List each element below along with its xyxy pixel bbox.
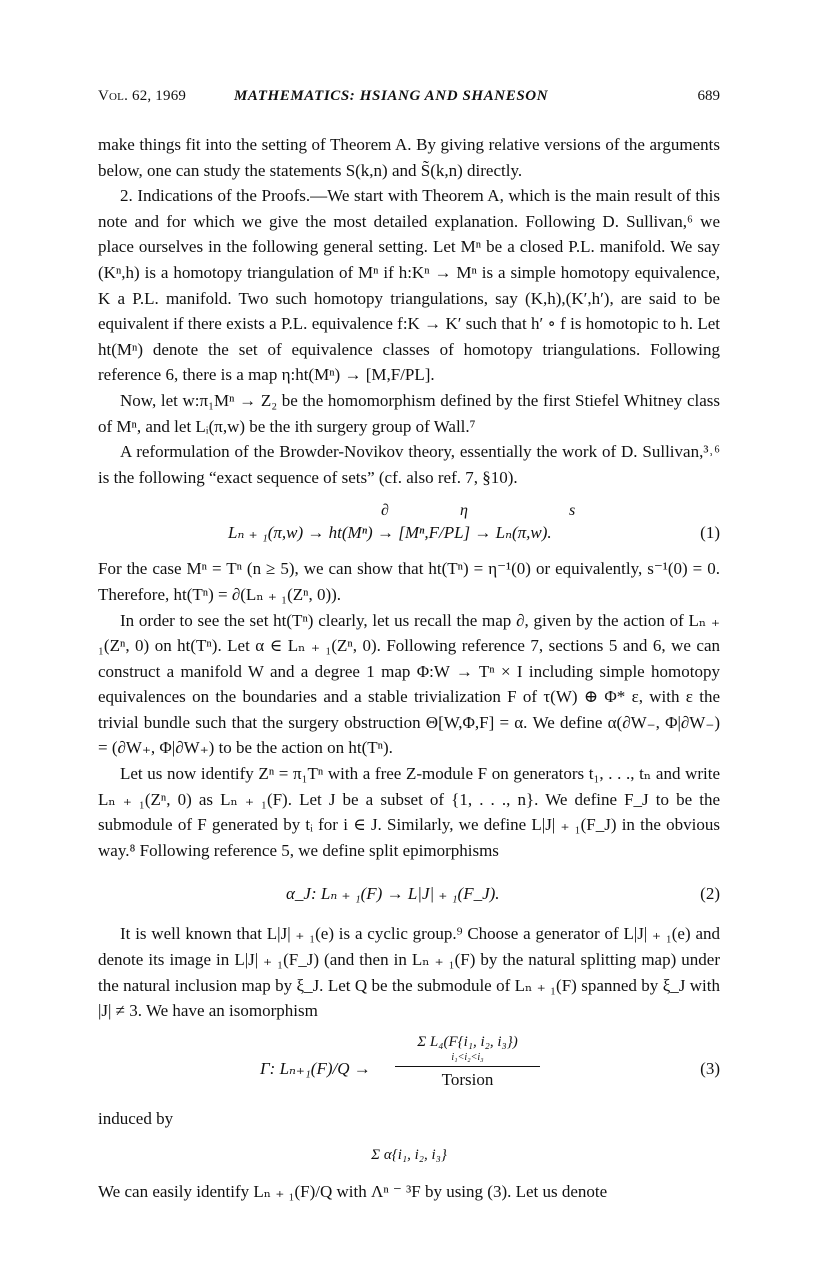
equation-number: (3) — [700, 1058, 720, 1078]
induced-sum: Σ α{i₁, i₂, i₃} — [371, 1147, 447, 1164]
fraction — [395, 1030, 540, 1093]
arrow-label-s: s — [569, 502, 576, 520]
paragraph: 2. Indications of the Proofs.—We start with Theorem A, which is the main result of this note and for which we give the most detailed explanation. Following D. Sullivan,⁶ we place ourselves in the following general setting. Let Mⁿ be a closed P.L. manifold. We say (Kⁿ,h) is a homotopy triangulation of Mⁿ if h:Kⁿ → Mⁿ is a simple homotopy equivalence, K a P.L. manifold. Two such homotopy triangulations, say (K,h),(K′,h′), are said to be equivalent if there exists a P.L. equivalence f:K → K′ such that h′ ∘ f is homotopic to h. Let ht(Mⁿ) denote the set of equivalence classes of homotopy triangulations. Following reference 6, there is a map η:ht(Mⁿ) → [M,F/PL]. — [98, 186, 720, 385]
paragraph: make things fit into the setting of Theorem A. By giving relative versions of the arguments below, one can study the statements S(k,n) and S̃(k,n) directly. — [98, 135, 720, 180]
arrow-label-eta: η — [460, 502, 468, 520]
paragraph: Now, let w:π₁Mⁿ → Z₂ be the homomorphism defined by the first Stiefel Whitney class of Mⁿ, and let Lᵢ(π,w) be the ith surgery group of Wall.⁷ — [98, 390, 720, 436]
equation-number: (2) — [700, 884, 720, 904]
fraction-numerator: Σ L₄(F{i₁, i₂, i₃}) — [417, 1033, 518, 1050]
paragraph: It is well known that L|J| ₊ ₁(e) is a cyclic group.⁹ Choose a generator of L|J| ₊ ₁(e) and denote its image in L|J| ₊ ₁(F_J) (and then in Lₙ ₊ ₁(F) by the natural splitting map) under the natural inclusion map by ξ_J. Let Q be the submodule of Lₙ ₊ ₁(F) spanned by ξ_J with |J| ≠ 3. We have an isomorphism — [98, 924, 720, 1021]
paragraph: For the case Mⁿ = Tⁿ (n ≥ 5), we can show that ht(Tⁿ) = η⁻¹(0) or equivalently, s⁻¹(0) = 0. Therefore, ht(Tⁿ) = ∂(Lₙ ₊ ₁(Zⁿ, 0)). — [98, 559, 720, 604]
paragraph: induced by — [98, 1108, 174, 1128]
equation-3 — [98, 1030, 720, 1106]
page-number: 689 — [697, 88, 720, 104]
paragraph: A reformulation of the Browder-Novikov theory, essentially the work of D. Sullivan,³˒⁶ is the following “exact sequence of sets” (cf. also ref. 7, §10). — [98, 442, 720, 487]
running-title: MATHEMATICS: HSIANG AND SHANESON — [234, 88, 549, 104]
journal-page — [98, 88, 720, 1205]
paragraph: Let us now identify Zⁿ = π₁Tⁿ with a free Z-module F on generators t₁, . . ., tₙ and write Lₙ ₊ ₁(Zⁿ, 0) as Lₙ ₊ ₁(F). Let J be a subset of {1, . . ., n}. We define F_J to be the submodule of F generated by tᵢ for i ∈ J. Similarly, we define L|J| ₊ ₁(F_J) in the obvious way.⁸ Following reference 5, we define split epimorphisms — [98, 764, 720, 860]
paragraph: We can easily identify Lₙ ₊ ₁(F)/Q with Λⁿ ⁻ ³F by using (3). Let us denote — [98, 1182, 608, 1201]
equation-expression: α_J: Lₙ ₊ ₁(F) → L|J| ₊ ₁(F_J). — [286, 884, 500, 904]
paragraph: In order to see the set ht(Tⁿ) clearly, let us recall the map ∂, given by the action of Lₙ ₊ ₁(Zⁿ, 0) on ht(Tⁿ). Let α ∈ Lₙ ₊ ₁(Zⁿ, 0). Following reference 7, sections 5 and 6, we can construct a manifold W and a degree 1 map Φ:W → Tⁿ × I including simple homotopy equivalences on the boundaries and a stable trivialization F of τ(W) ⊕ Φ* ε, with ε the trivial bundle such that the surgery obstruction Θ[W,Φ,F] = α. We define α(∂W₋, Φ|∂W₋) = (∂W₊, Φ|∂W₊) to be the action on ht(Tⁿ). — [98, 610, 720, 758]
equation-1 — [98, 498, 720, 550]
arrow-label-boundary: ∂ — [381, 502, 389, 520]
running-header — [98, 88, 720, 110]
article-body — [98, 132, 720, 1205]
fraction-denominator: Torsion — [441, 1069, 494, 1089]
volume-label: Vol. 62, 1969 — [98, 88, 187, 104]
sum-index: i₁<i₂<i₃ — [451, 1051, 484, 1063]
equation-2 — [98, 873, 720, 913]
equation-expression: Lₙ ₊ ₁(π,w) → ht(Mⁿ) → [Mⁿ,F/PL] → Lₙ(π,w). — [228, 523, 552, 543]
equation-number: (1) — [700, 523, 720, 543]
equation-lhs: Γ: Lₙ₊₁(F)/Q → — [260, 1058, 371, 1078]
